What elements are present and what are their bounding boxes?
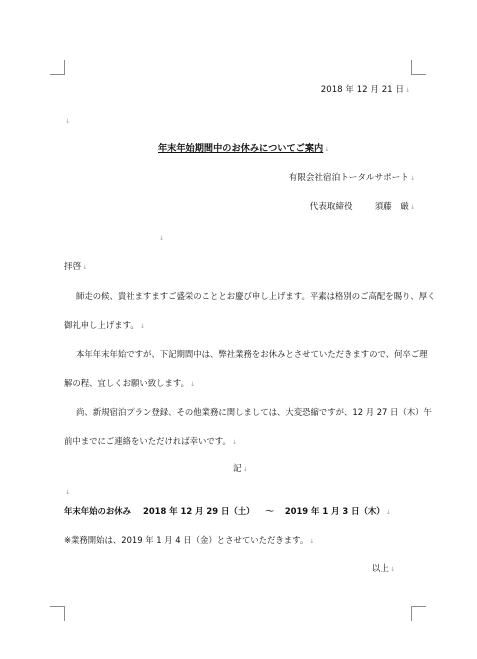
paragraph-mark: ↓ bbox=[231, 439, 237, 446]
paragraph-mark: ↓ bbox=[139, 323, 145, 330]
holiday-start: 2018 年 12 月 29 日（土） bbox=[143, 506, 255, 516]
sender-company-line bbox=[289, 172, 415, 185]
representative-title: 代表取締役 bbox=[309, 202, 353, 212]
empty-line bbox=[64, 486, 70, 499]
closing-word: 以上 bbox=[371, 564, 389, 574]
paragraph-mark: ↓ bbox=[309, 538, 315, 545]
paragraph-text: 解の程、宜しくお願い致します。 bbox=[64, 378, 189, 388]
sender-representative-line bbox=[310, 201, 415, 214]
empty-line bbox=[158, 232, 164, 245]
paragraph-mark: ↓ bbox=[242, 466, 248, 473]
representative-name: 須藤 厳 bbox=[374, 202, 409, 212]
paragraph-mark: ↓ bbox=[159, 235, 165, 242]
holiday-separator: ～ bbox=[265, 506, 274, 516]
sender-company: 有限会社宿泊トータルサポート bbox=[288, 173, 409, 183]
holiday-line bbox=[64, 505, 391, 519]
paragraph-mark: ↓ bbox=[189, 381, 195, 388]
resume-note: ※業務開始は、2019 年 1 月 4 日（金）とさせていただきます。 bbox=[64, 535, 309, 545]
paragraph-mark: ↓ bbox=[324, 146, 330, 153]
paragraph-text: 本年年末年始ですが、下記期間中は、弊社業務をお休みとさせていただきますので、何卒ご理 bbox=[76, 349, 428, 359]
holiday-label: 年末年始のお休み bbox=[64, 506, 131, 516]
empty-line bbox=[64, 115, 70, 128]
ki-line bbox=[233, 463, 248, 476]
paragraph-text: 御礼申し上げます。 bbox=[64, 320, 139, 330]
paragraph-3-line-1 bbox=[76, 406, 432, 418]
page-margin-marker-top-left bbox=[50, 60, 65, 75]
holiday-end: 2019 年 1 月 3 日（木） bbox=[284, 506, 385, 516]
paragraph-text: 前中までにご連絡をいただければ幸いです。 bbox=[64, 436, 231, 446]
paragraph-mark: ↓ bbox=[389, 566, 395, 573]
page-margin-marker-bottom-right bbox=[411, 606, 426, 621]
paragraph-2-line-1 bbox=[76, 348, 428, 360]
paragraph-mark: ↓ bbox=[404, 87, 410, 94]
salutation: 拝啓 bbox=[64, 262, 82, 272]
paragraph-text: 師走の候、貴社ますますご盛栄のこととお慶び申し上げます。平素は格別のご高配を賜り、厚く bbox=[76, 291, 436, 301]
paragraph-2-line-2 bbox=[64, 377, 195, 391]
paragraph-mark: ↓ bbox=[409, 175, 415, 182]
paragraph-mark: ↓ bbox=[385, 509, 391, 516]
resume-note-line bbox=[64, 534, 314, 548]
date-line bbox=[321, 84, 410, 97]
title-line bbox=[158, 143, 329, 156]
paragraph-mark: ↓ bbox=[82, 264, 88, 271]
ki-heading: 記 bbox=[233, 464, 242, 474]
paragraph-text: 尚、新規宿泊プラン登録、その他業務に関しましては、大変恐縮ですが、12 月 27 日（木）午 bbox=[76, 407, 432, 417]
paragraph-3-line-2 bbox=[64, 435, 237, 449]
letter-date: 2018 年 12 月 21 日 bbox=[320, 85, 404, 95]
closing-line bbox=[372, 563, 395, 576]
paragraph-mark: ↓ bbox=[65, 118, 71, 125]
salutation-line bbox=[64, 261, 87, 274]
page-margin-marker-top-right bbox=[411, 60, 426, 75]
page-margin-marker-bottom-left bbox=[50, 606, 65, 621]
paragraph-1-line-1 bbox=[76, 290, 435, 302]
paragraph-mark: ↓ bbox=[409, 204, 415, 211]
paragraph-mark: ↓ bbox=[65, 489, 71, 496]
document-title: 年末年始期間中のお休みについてご案内 bbox=[158, 143, 324, 154]
paragraph-1-line-2 bbox=[64, 319, 145, 333]
